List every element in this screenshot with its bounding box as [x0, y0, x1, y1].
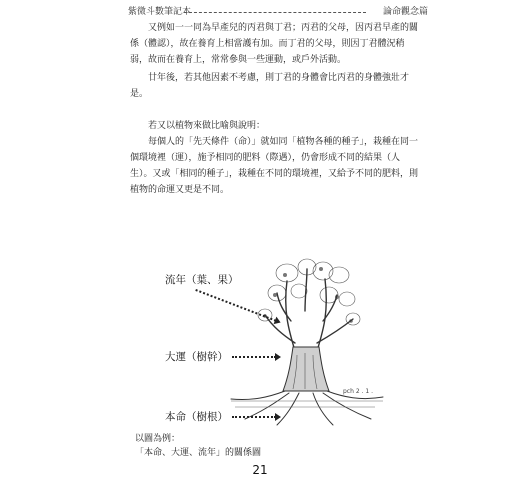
- header-section-title: 論命觀念篇: [382, 7, 428, 17]
- page-number: 21: [252, 463, 268, 477]
- paragraph-2: 廿年後，若其他因素不考慮，則丁君的身體會比丙君的身體強壯才是。: [130, 73, 410, 99]
- caption-line-1: 以圖為例：: [135, 434, 181, 444]
- artist-signature: pch 2 . 1 .: [343, 388, 373, 395]
- arrow-benming: [232, 416, 276, 418]
- header-rule: [184, 12, 366, 13]
- running-header: [128, 5, 428, 19]
- paragraph-3: 若又以植物來做比喻與說明：: [148, 121, 266, 131]
- caption-line-2: 「本命、大運、流年」的關係圖: [135, 448, 262, 458]
- arrow-dayun: [232, 356, 276, 358]
- tree-illustration: [225, 251, 387, 426]
- body-text: [130, 20, 420, 198]
- header-book-title: 紫微斗數筆記本: [128, 7, 192, 17]
- figure-caption: [135, 432, 261, 460]
- label-liunian: 流年（葉、果）: [165, 274, 239, 286]
- label-dayun: 大運（樹幹）: [165, 351, 228, 363]
- label-benming: 本命（樹根）: [165, 411, 228, 423]
- paragraph-4: 每個人的「先天條件（命）」就如同「植物各種的種子」，栽種在同一個環境裡（運），施予相同的肥料（際遇），仍會形成不同的結果（人生）。又或「相同的種子」，栽種在不同的環境裡，又給予不同的肥料，則植物的命運又更是不同。: [130, 137, 419, 195]
- paragraph-1: 又例如一一同為早產兒的丙君與丁君；丙君的父母，因丙君早產的關係（體認），故在養育上相當護有加。而丁君的父母，則因丁君體況稍弱，故而在養育上，常常參與一些運動，或戶外活動。: [130, 23, 419, 65]
